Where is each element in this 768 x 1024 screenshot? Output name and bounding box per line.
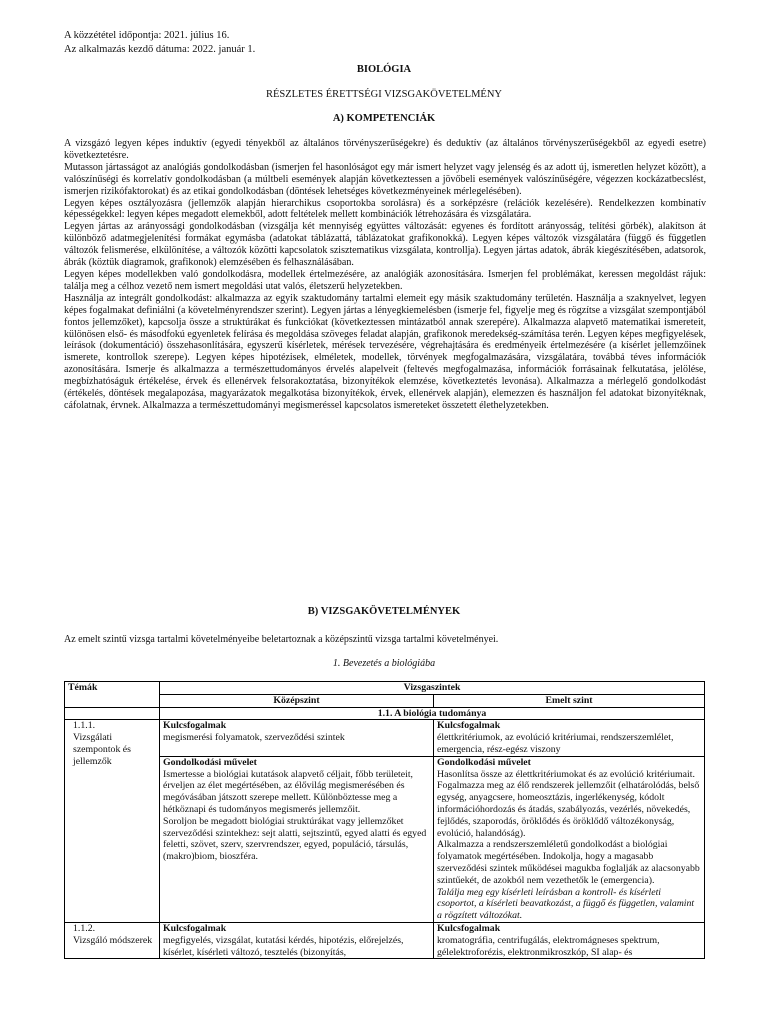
thinking-text: Ismertesse a biológiai kutatások alapvető céljait, főbb területeit, érveljen az élet megértésében, az élővilág megismerésében és megóvásában játszott szerepe mellett. Különböztesse meg a hétköznapi és tudományos megismerés jellemzőit. Soroljon be megadott biológiai struktúrákat vagy jellemzőket szerveződési szintekhez: sejt alatti, sejtszintű, egyed alatti és egyed feletti, szövet, szerv, szervrendszer, egyed, populáció, társulás, (makro)biom, bioszféra. [163,768,427,863]
key-concepts-advanced [434,720,705,756]
thinking-label: Gondolkodási művelet [437,756,531,768]
key-concepts-label: Kulcsfogalmak [163,720,227,732]
start-date: Az alkalmazás kezdő dátuma: 2022. január 1. [64,44,256,55]
publication-meta [64,29,255,57]
key-concepts-text: megfigyelés, vizsgálat, kutatási kérdés, hipotézis, előrejelzés, kísérlet, kísérleti változó, tesztelés (bizonyítás, [163,934,404,958]
thinking-mid [160,756,434,922]
section-row: 1.1. A biológia tudománya [160,707,705,720]
thinking-advanced [434,756,705,922]
header-mid-level: Középszint [160,694,434,707]
topic-cell: 1.1.2. Vizsgáló módszerek [65,922,160,958]
competence-paragraph: Használja az integrált gondolkodást: alkalmazza az egyik szaktudomány tartalmi elemeit egy másik szaktudomány területén. Használja a szaknyelvet, legyen képes fogalmakat definiálni (a követelményrendszer szerint). Legyen jártas a lényegkiemelésben (ismerje fel, figyelje meg és rögzítse a vizsgálat szempontjából fontos jellemzőket), kapcsolja össze a struktúrákat és funkciókat (következtessen mintázatból annak szerepére). Alkalmazza alapvető matematikai ismereteit, különösen első- és másodfokú egyenletek felírása és megoldása szöveges feladat alapján, grafikonok meredekség-számítása terén. Legyen képes megfigyelések, leírások (dokumentáció) összehasonlítására, egyszerű kísérletek, mérések tervezésére, végrehajtására és eredményeik értelmezésére (a kísérlet jellemzőinek ismerete, kontrollok szerepe). Legyen képes hipotézisek, elméletek, modellek, törvények megfogalmazására, vizsgálatára, továbbá téves információk azonosítására. Ismerje és alkalmazza a természettudományos érvelés alapelveit (feltevés megfogalmazása, információk forrásainak felkutatása, jelölése, megbízhatóságuk értékelése, érvek és ellenérvek felsorakoztatása, bizonyítékok elemzése, következtetés levonása). Alkalmazza a mérlegelő gondolkodást (értékelés, döntések megalapozása, magyarázatok megalkotása bizonyítékok, érvek, ellenérvek alapján), elemezzen és használjon fel adatokat bizonyítéknak, cáfolatnak, érvnek. Alkalmazza a természettudományi megismeréssel kapcsolatos ismereteket összetett élethelyzetekben. [64,292,706,411]
key-concepts-text: megismerési folyamatok, szerveződési szintek [163,732,345,744]
competences-text [64,138,706,412]
key-concepts-mid [160,720,434,756]
header-topics: Témák [65,682,160,708]
header-advanced-level: Emelt szint [434,694,705,707]
key-concepts-text: élettkritériumok, az evolúció kritériumai, rendszerszemlélet, emergencia, rész-egész viszony [437,732,674,755]
thinking-label: Gondolkodási művelet [163,756,257,768]
key-concepts-text: kromatográfia, centrifugálás, elektromágneses spektrum, gélelektroforézis, elektronmikroszkóp, SI alap- és [437,934,660,958]
header-levels: Vizsgaszintek [160,682,705,695]
competence-paragraph: A vizsgázó legyen képes induktív (egyedi tényekből az általános törvényszerűségekre) és deduktív (az általános törvényszerűségekből az egyedi esetre) következtetésre. [64,138,706,161]
key-concepts-mid [160,922,434,958]
key-concepts-label: Kulcsfogalmak [437,720,501,732]
intro-text: Az emelt szintű vizsga tartalmi követelményeibe beletartoznak a középszintű vizsga tartalmi követelményei. [64,634,499,645]
thinking-text: Hasonlítsa össze az élettkritériumokat és az evolúció kritériumait. Fogalmazza meg az élő rendszerek jellemzőit (elhatárolódás, belső egység, anyagcsere, homeosztázis, ingerlékenység, kódolt információhordozás és átadás, szabályozás, vezérlés, növekedés, fejlődés, szaporodás, öröklődés és öröklődő változékonyság, evolúció, halandóság). Alkalmazza a rendszerszemléletű gondolkodást a biológiai folyamatok megértésében. Indokolja, hogy a magasabb szerveződési szintek működései magukba foglalják az alacsonyabb szintűekét, de azokból nem vezethetők le (emergencia). [437,768,700,886]
key-concepts-advanced [434,922,705,958]
key-concepts-label: Kulcsfogalmak [437,922,501,934]
competence-paragraph: Legyen jártas az arányossági gondolkodásban (vizsgálja két mennyiség együttes változását: egyenes és fordított arányosság, telítési görbék), alakítson át különböző adatmegjelenítési formákat egymásba (adatokat táblázattá, táblázatokat grafikonokká). Legyen képes változók vizsgálatára (függő és független változók felismerése, elkülönítése, a változók közötti kapcsolatok szisztematikus vizsgálata, kontrollja). Legyen jártas adatok, ábrák kiegészítésében, adatsorok, ábrák (köztük diagramok, grafikonok) elemzésében és felhasználásában. [64,221,706,269]
requirements-table [64,681,705,959]
document-title: BIOLÓGIA [356,64,412,75]
section-b-heading: B) VIZSGAKÖVETELMÉNYEK [307,606,461,617]
thinking-text-italic: Találja meg egy kísérleti leírásban a kontroll- és kísérleti csoportot, a kísérleti beavatkozást, a függő és független, valamint a rögzített változókat. [437,886,695,922]
section-a-heading: A) KOMPETENCIÁK [332,113,436,124]
competence-paragraph: Mutasson jártasságot az analógiás gondolkodásban (ismerjen fel hasonlóságot egy már ismert helyzet vagy jelenség és az adott új, ismeretlen helyzet között), a valószínűségi és korrelatív gondolkodásban (a múltbeli események alapján következtessen a jövőbeli események valószínűségére, végezzen kockázatbecslést, ismerjen rizikófaktorokat) és az etikai gondolkodásban (döntések lehetséges következményeinek mérlegelésében). [64,161,706,197]
topic-cell: 1.1.1. Vizsgálati szempontok és jellemzők [65,720,160,923]
subsection-title: 1. Bevezetés a biológiába [332,658,436,669]
competence-paragraph: Legyen képes modellekben való gondolkodásra, modellek értelmezésére, az analógiák azonosítására. Ismerjen fel problémákat, keressen megoldást rájuk: találja meg a célhoz vezető nem ismert megoldási utat valós, életszerű helyzetekben. [64,268,706,292]
competence-paragraph: Legyen képes osztályozásra (jellemzők alapján hierarchikus csoportokba sorolásra) és a sorképzésre (relációk kezelésére). Rendelkezzen kombinatív képességekkel: legyen képes megadott elemekből, adott feltételek mellett kombinációk létrehozására és vizsgálatára. [64,197,706,221]
publication-date: A közzététel időpontja: 2021. július 16. [64,30,230,41]
key-concepts-label: Kulcsfogalmak [163,922,227,934]
document-subtitle: RÉSZLETES ÉRETTSÉGI VIZSGAKÖVETELMÉNY [265,89,503,100]
